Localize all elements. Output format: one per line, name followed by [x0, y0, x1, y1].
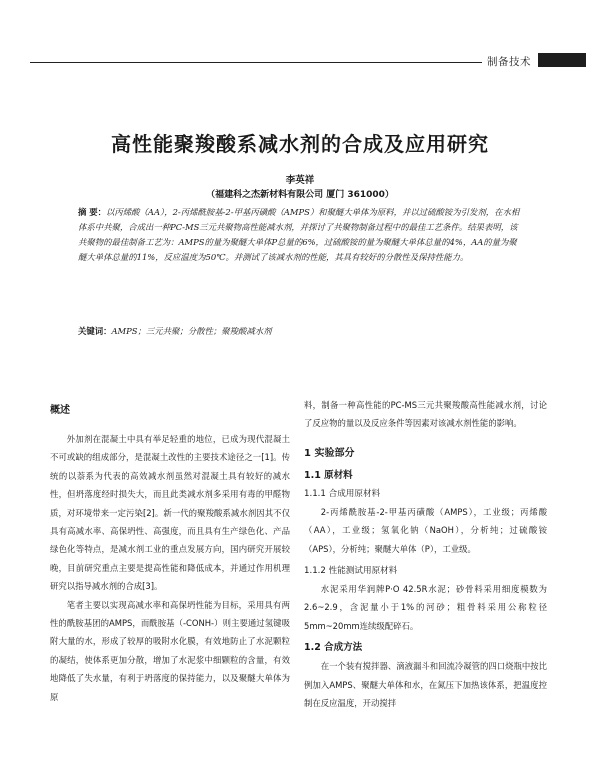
- keywords-label: 关键词：: [78, 326, 112, 336]
- keywords-text: AMPS；三元共聚；分散性；聚羧酸减水剂: [111, 326, 272, 336]
- section-heading: 1 实验部分: [304, 447, 355, 459]
- subsection-heading: 1.1 原材料: [304, 469, 353, 481]
- section-tag: [538, 53, 586, 67]
- article-title: 高性能聚羧酸系减水剂的合成及应用研究: [111, 132, 489, 156]
- section-label: 制备技术: [487, 56, 531, 68]
- header-rule: [30, 62, 482, 63]
- subsection-heading: 1.2 合成方法: [304, 642, 363, 654]
- overview-heading: 概述: [50, 405, 70, 416]
- paragraph: 笔者主要以实现高减水率和高保坍性能为目标，采用具有两性的酰胺基团的AMPS，而酰胺基（-CONH-）则主要通过氢键吸附大量的水，形成了较厚的吸附水化膜，有效地防止了水泥颗粒的凝结，使体系更加分散，增加了水泥浆中细颗粒的含量，有效地降低了失水量，有利于坍落度的保持能力，以及聚醚大单体为原: [50, 599, 290, 702]
- subsubsection-heading: 1.1.2 性能测试用原材料: [304, 566, 398, 577]
- paragraph: 在一个装有搅拌器、滴液漏斗和回流冷凝管的四口烧瓶中按比例加入AMPS、聚醚大单体和水，在氮压下加热该体系，把温度控制在反应温度，开动搅拌: [304, 661, 547, 709]
- right-column: [304, 396, 547, 712]
- abstract-text: 以丙烯酸（AA），2-丙烯酰胺基-2-甲基丙磺酸（AMPS）和聚醚大单体为原料，并以过硫酸铵为引发剂，在水相体系中共聚，合成出一种PC-MS三元共聚物高性能减水剂，并探讨了共聚物制备过程中的最佳工艺条件。结果表明，该共聚物的最佳制备工艺为：AMPS的量为聚醚大单体P总量的6%，过硫酸铵的量为聚醚大单体总量的4%，AA的量为聚醚大单体总量的11%，反应温度为50℃。并测试了该减水剂的性能，其具有较好的分散性及保持性能力。: [78, 207, 520, 262]
- paragraph: 外加剂在混凝土中具有举足轻重的地位，已成为现代混凝土不可或缺的组成部分，是混凝土改性的主要技术途径之一[1]。传统的以萘系为代表的高效减水剂虽然对混凝土具有较好的减水性，但坍落度经时损失大，而且此类减水剂多采用有毒的甲醛物质，对环境带来一定污染[2]。新一代的聚羧酸系减水剂因其不仅具有高减水率、高保坍性、高强度，而且具有生产绿色化、产品绿色化等特点，是减水剂工业的重点发展方向，国内研究开展较晚，目前研究重点主要是提高性能和降低成本，并通过作用机理研究以指导减水剂的合成[3]。: [50, 434, 290, 592]
- paragraph: 2-丙烯酰胺基-2-甲基丙磺酸（AMPS），工业级；丙烯酸（AA），工业级；氢氧化钠（NaOH），分析纯；过硫酸铵（APS），分析纯；聚醚大单体（P），工业级。: [304, 506, 547, 554]
- author: 李英祥: [285, 175, 315, 186]
- paragraph: 料，制备一种高性能的PC-MS三元共聚羧酸高性能减水剂，讨论了反应物的量以及反应条件等因素对该减水剂性能的影响。: [304, 400, 547, 429]
- subsubsection-heading: 1.1.1 合成用原材料: [304, 488, 381, 499]
- abstract: [78, 205, 524, 265]
- paragraph: 水泥采用华润牌P·O 42.5R水泥；砂骨料采用细度模数为2.6~2.9，含泥量小于1%的河砂；粗骨料采用公称粒径5mm~20mm连续级配碎石。: [304, 584, 547, 631]
- keywords: [78, 325, 524, 337]
- abstract-label: 摘 要：: [78, 207, 107, 217]
- left-column: [50, 396, 290, 706]
- affiliation: （福建科之杰新材料有限公司 厦门 361000）: [206, 190, 394, 200]
